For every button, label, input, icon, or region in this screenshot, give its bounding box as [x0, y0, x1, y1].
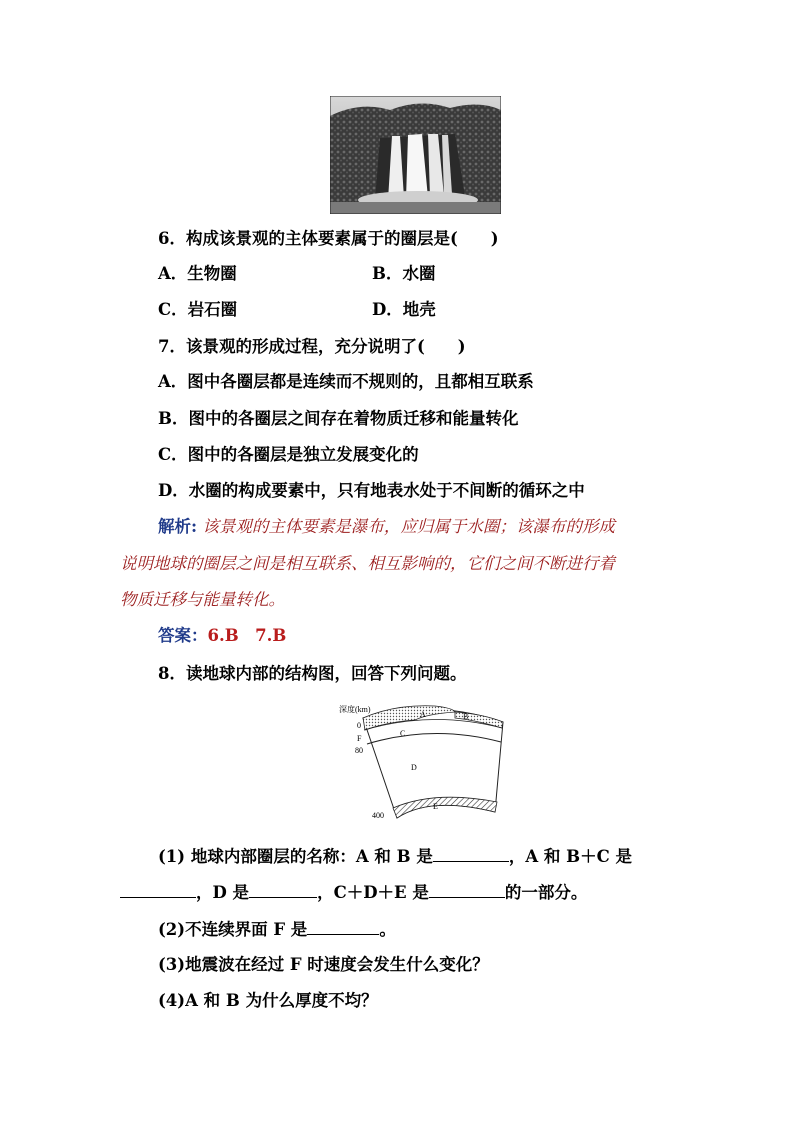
q6-option-a: A．生物圈	[158, 264, 237, 283]
q6-option-d: D．地壳	[372, 300, 436, 319]
tick-0: 0	[357, 721, 361, 730]
tick-400: 400	[372, 811, 384, 820]
label-d: D	[411, 763, 417, 772]
question-7-stem: 7．该景观的形成过程，充分说明了( )	[158, 337, 466, 356]
analysis-colon: :	[191, 517, 198, 536]
answer-blank-5[interactable]	[307, 918, 379, 935]
q7-option-d: D．水圈的构成要素中，只有地表水处于不间断的循环之中	[158, 481, 585, 500]
q8-part2-text: (2)不连续界面 F 是	[158, 920, 308, 939]
q8-part1-line2	[120, 881, 587, 904]
answer-blank-3[interactable]	[249, 881, 317, 898]
q8-part1-text-d: ，C＋D＋E 是	[317, 883, 429, 902]
q7-option-a: A．图中各圈层都是连续而不规则的，且都相互联系	[158, 372, 534, 391]
q7-option-c: C．图中的各圈层是独立发展变化的	[158, 445, 419, 464]
q6-option-c: C．岩石圈	[158, 300, 238, 319]
q8-part3: (3)地震波在经过 F 时速度会发生什么变化？	[158, 955, 489, 974]
label-c: C	[400, 729, 406, 738]
label-f: F	[357, 734, 362, 743]
q8-part1-text-b: ，A 和 B＋C 是	[508, 847, 632, 866]
answer-blank-2[interactable]	[120, 881, 196, 898]
q8-part2-end: 。	[379, 920, 396, 939]
q8-part4: (4)A 和 B 为什么厚度不均？	[158, 991, 378, 1010]
waterfall-photo	[330, 96, 501, 214]
depth-label: 深度(km)	[339, 705, 371, 714]
label-b: B	[463, 712, 469, 721]
label-a: A	[420, 710, 426, 719]
answer-label: 答案：	[158, 626, 208, 645]
q8-part2	[158, 918, 396, 941]
analysis-label: 解析	[158, 517, 191, 536]
analysis-text-1: 该景观的主体要素是瀑布，应归属于水圈；该瀑布的形成	[197, 517, 615, 536]
label-e: E	[433, 802, 438, 811]
analysis-line-3: 物质迁移与能量转化。	[120, 590, 285, 609]
question-8-stem: 8．读地球内部的结构图，回答下列问题。	[158, 664, 467, 683]
q8-part1-text-a: (1) 地球内部圈层的名称：A 和 B 是	[158, 847, 433, 866]
q7-option-b: B．图中的各圈层之间存在着物质迁移和能量转化	[158, 409, 519, 428]
q6-option-b: B．水圈	[372, 264, 436, 283]
answer-value: 6.B 7.B	[207, 626, 287, 645]
earth-structure-diagram	[335, 700, 505, 825]
q8-part1-text-e: 的一部分。	[504, 883, 588, 902]
q8-part1-text-c: ，D 是	[196, 883, 250, 902]
q8-part1-line1	[158, 845, 632, 868]
tick-80: 80	[355, 746, 363, 755]
answer-blank-4[interactable]	[429, 881, 505, 898]
answer-line	[158, 625, 286, 647]
analysis-line-1	[158, 516, 615, 538]
analysis-line-2: 说明地球的圈层之间是相互联系、相互影响的，它们之间不断进行着	[120, 554, 615, 573]
question-6-stem: 6．构成该景观的主体要素属于的圈层是( )	[158, 229, 499, 248]
answer-blank-1[interactable]	[433, 845, 509, 862]
